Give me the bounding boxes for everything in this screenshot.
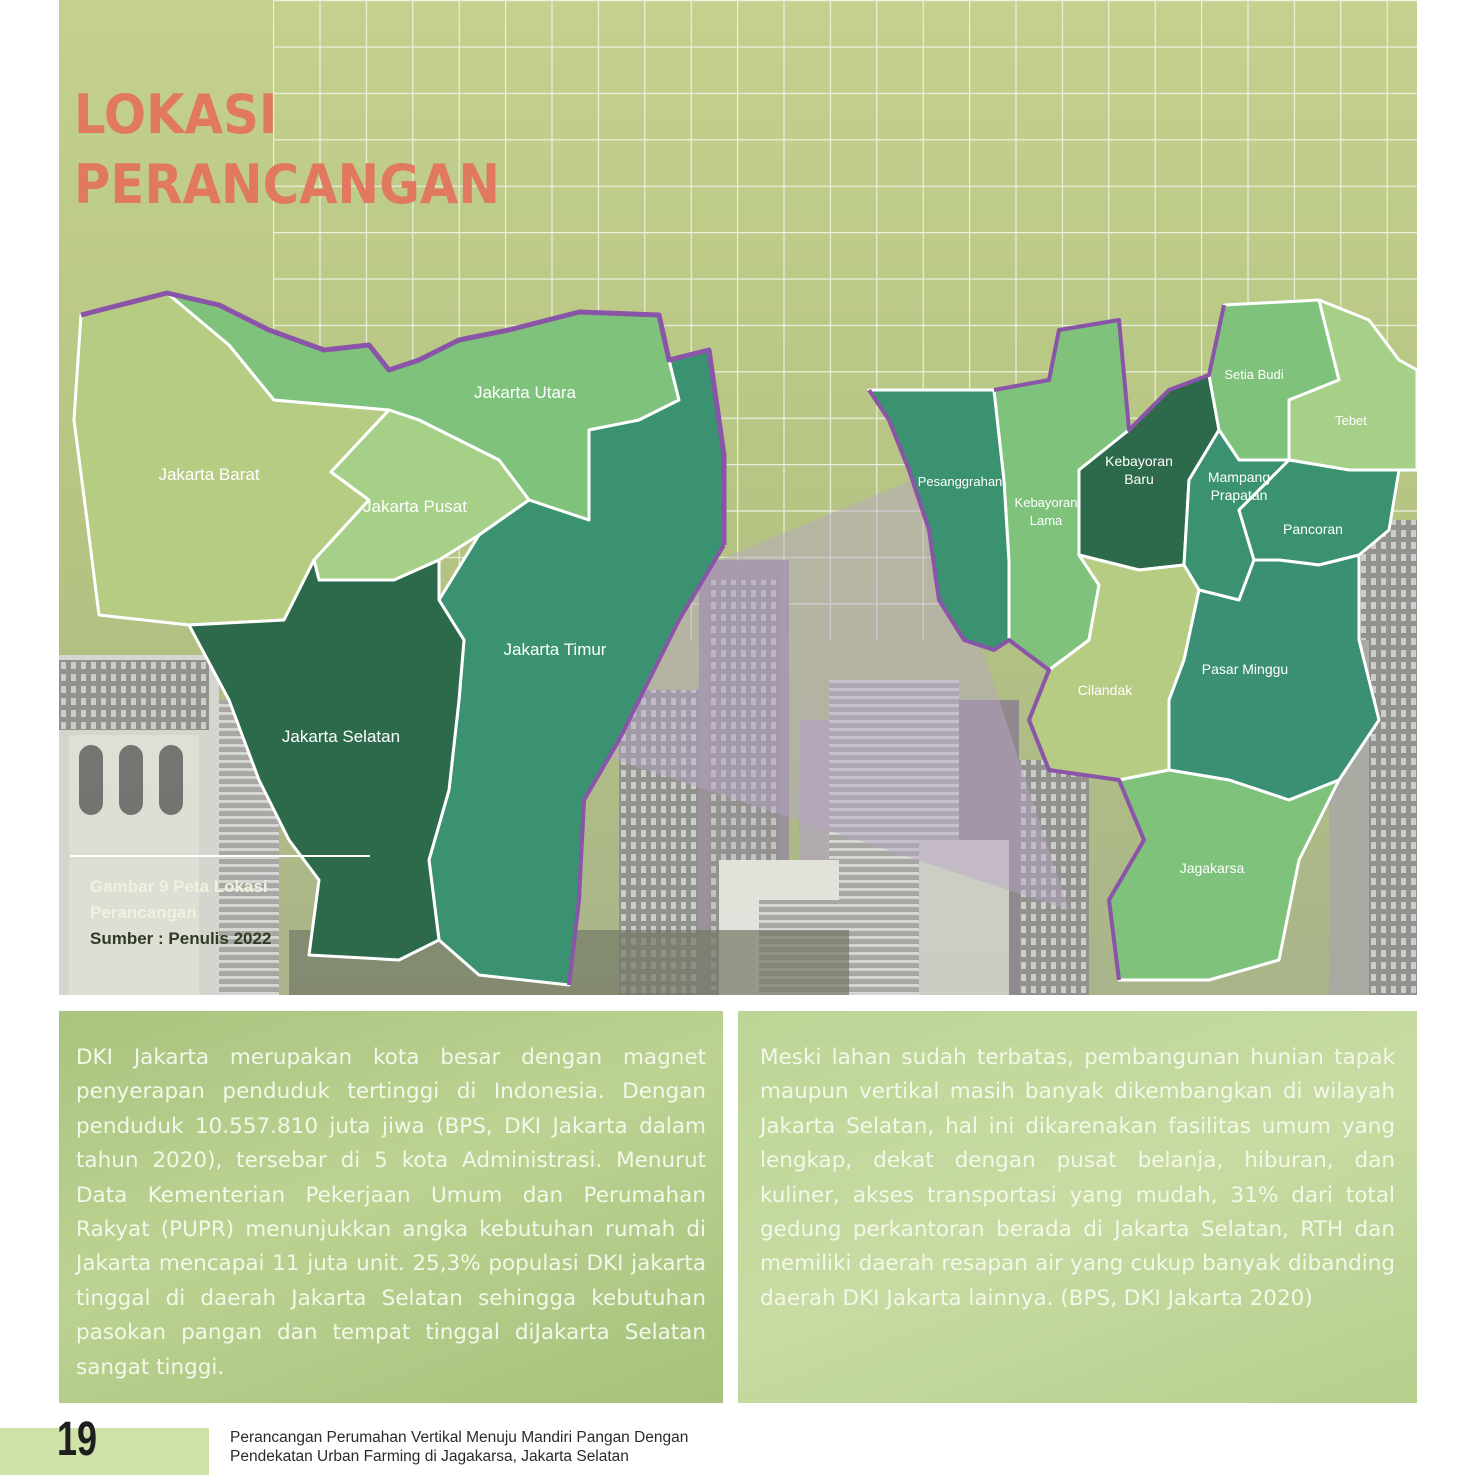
footer-title-line1: Perancangan Perumahan Vertikal Menuju Mandiri Pangan Dengan [230,1429,689,1446]
footer-title-line2: Pendekatan Urban Farming di Jagakarsa, Jakarta Selatan [230,1448,629,1465]
footer-document-title [230,1428,688,1466]
label-pasar-minggu: Pasar Minggu [1201,661,1289,677]
caption-line2: Perancangan [90,903,197,922]
label-jakarta-timur: Jakarta Timur [503,640,607,659]
page-title-line2: PERANCANGAN [74,153,500,216]
text-panel-right [738,1011,1417,1403]
caption-line1: Gambar 9 Peta Lokasi [90,877,268,896]
district-pasar-minggu [1169,555,1379,800]
paragraph-left: DKI Jakarta merupakan kota besar dengan magnet penyerapan penduduk tertinggi di Indonesia. Dengan penduduk 10.557.810 juta jiwa (BPS, DKI Jakarta dalam tahun 2020), tersebar di 5 kota Administrasi. Menurut Data Kementerian Pekerjaan Umum dan Perumahan Rakyat (PUPR) menunjukkan angka kebutuhan rumah di Jakarta mencapai 11 juta unit. 25,3% populasi DKI jakarta tinggal di daerah Jakarta Selatan sehingga kebutuhan pasokan pangan dan tempat tinggal diJakarta Selatan sangat tinggi. [76,1045,706,1380]
label-kebayoran-lama-1: Kebayoran [1014,495,1078,510]
label-kebayoran-lama-2: Lama [1029,513,1063,528]
label-kebayoran-baru-1: Kebayoran [1105,453,1173,469]
label-jakarta-utara: Jakarta Utara [473,383,577,402]
paragraph-right: Meski lahan sudah terbatas, pembangunan hunian tapak maupun vertikal masih banyak dikembangkan di wilayah Jakarta Selatan, hal ini dikarenakan fasilitas umum yang lengkap, dekat dengan pusat belanja, hiburan, dan kuliner, akses transportasi yang mudah, 31% dari total gedung perkantoran berada di Jakarta Selatan, RTH dan memiliki daerah resapan air yang cukup banyak dibanding daerah DKI Jakarta lainnya. (BPS, DKI Jakarta 2020) [760,1045,1395,1311]
label-cilandak: Cilandak [1077,682,1133,698]
figure-caption [90,874,310,952]
caption-divider [70,855,370,857]
label-kebayoran-baru-2: Baru [1124,471,1154,487]
label-pancoran: Pancoran [1283,521,1343,537]
page-title-line1: LOKASI [74,83,278,146]
label-jagakarsa: Jagakarsa [1179,860,1245,876]
label-mampang-2: Prapatan [1210,487,1268,503]
footer-accent-bar [0,1428,209,1475]
label-pesanggrahan: Pesanggrahan [917,474,1003,489]
text-panel-left [59,1011,723,1403]
label-tebet: Tebet [1335,413,1367,428]
label-jakarta-selatan: Jakarta Selatan [281,727,401,746]
label-mampang-1: Mampang [1207,469,1271,485]
label-jakarta-pusat: Jakarta Pusat [363,497,467,516]
caption-source: Sumber : Penulis 2022 [90,929,272,948]
page-title [74,80,500,220]
label-jakarta-barat: Jakarta Barat [158,465,260,484]
page-number: 19 [57,1413,98,1466]
label-setia-budi: Setia Budi [1224,367,1284,382]
